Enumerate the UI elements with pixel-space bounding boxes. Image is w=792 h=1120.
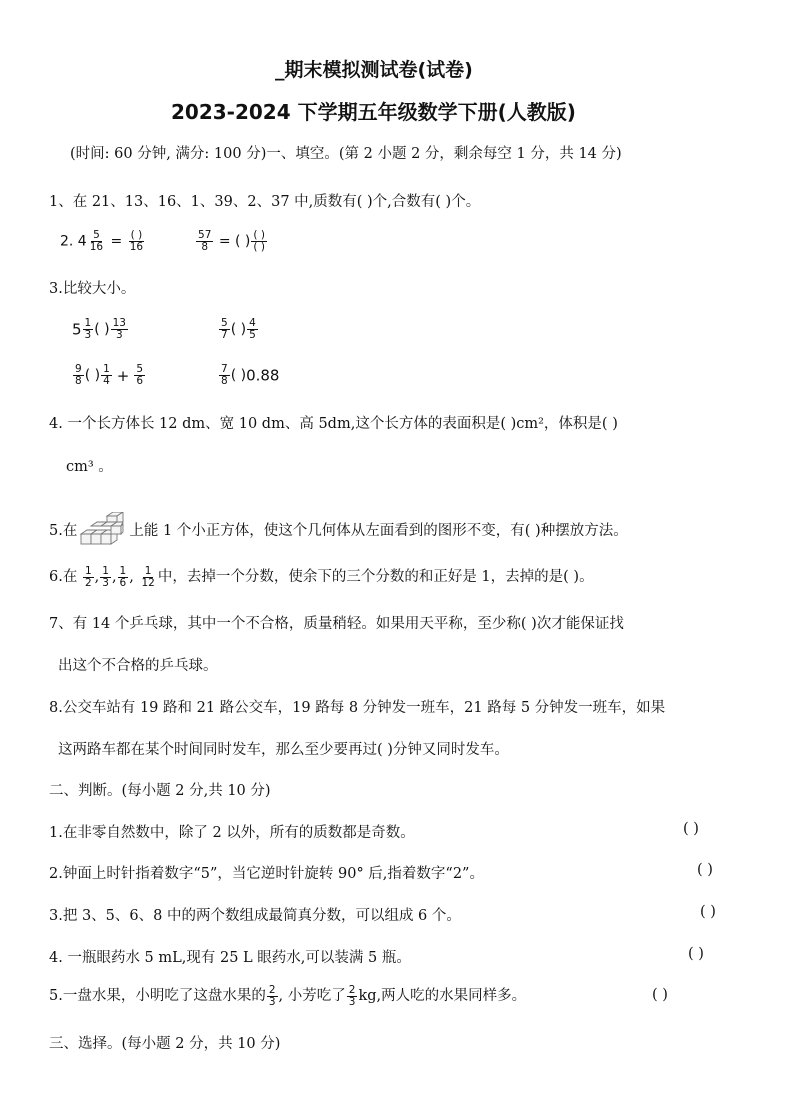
q3c-blank: ( ) [84,367,101,384]
question-4-line2: cm³ 。 [66,459,113,475]
judge-mark-2[interactable]: ( ) [697,862,713,878]
page-title: _期末模拟测试卷(试卷) [275,59,473,81]
time-info: (时间: 60 分钟, 满分: 100 分)一、填空。(第 2 小题 2 分，剩余每空 1 分，共 14 分) [70,146,622,162]
section-3-heading: 三、选择。(每小题 2 分，共 10 分) [49,1036,281,1052]
question-1: 1、在 21、13、16、1、39、2、37 中,质数有( )个,合数有( )个。 [49,194,481,210]
judge-item-5: 5.一盘水果，小明吃了这盘水果的 $\frac{2}{3}$ , 小芳吃了 $\frac{2}{3}$ kg,两人吃的水果同样多。 [49,983,527,1008]
question-8-line1: 8.公交车站有 19 路和 21 路公交车，19 路每 8 分钟发一班车，21 路每 5 分钟发一班车，如果 [49,700,666,716]
question-6: 6.在 $\frac{1}{2}$ , $\frac{1}{3}$ , $\frac{1}{6}$ , $\frac{1}{12}$ 中，去掉一个分数，使余下的三个分数的和正好是 1，去掉的是( )。 [49,564,594,589]
section-2-heading: 二、判断。(每小题 2 分,共 10 分) [49,783,271,799]
question-3b: $\frac{5}{7}$ ( ) $\frac{4}{5}$ [221,317,256,341]
judge-mark-5[interactable]: ( ) [652,987,668,1003]
question-4-line1: 4. 一个长方体长 12 dm、宽 10 dm、高 5dm,这个长方体的表面积是( )cm²，体积是( ) [49,416,618,432]
q2-prefix: 2. 4 [60,233,87,250]
q2-equals-blank: = ( ) [218,233,251,250]
cube-figure-icon [77,512,129,550]
question-3d: $\frac{7}{8}$ ( )0.88 [221,363,280,387]
judge-item-3: 3.把 3、5、6、8 中的两个数组成最简真分数，可以组成 6 个。 [49,908,461,924]
q2-fraction-3: $\frac{57}{8}$ [198,229,212,253]
question-2 [60,230,268,253]
q2-fraction-4: $\frac{( )}{( )}$ [253,229,265,253]
question-8-line2: 这两路车都在某个时间同时发车，那么至少要再过( )分钟又同时发车。 [58,742,509,758]
judge-mark-1[interactable]: ( ) [683,821,699,837]
question-7-line1: 7、有 14 个乒乓球，其中一个不合格，质量稍轻。如果用天平称，至少称( )次才能保证找 [49,616,624,632]
question-3a: 5 $\frac{1}{3}$ ( ) $\frac{13}{3}$ [72,317,126,341]
question-5 [49,512,628,550]
q3d-blank: ( ) [230,367,247,384]
q2-fraction-1: $\frac{5}{16}$ [89,229,104,253]
q3a-blank: ( ) [94,321,110,338]
q3b-blank: ( ) [230,321,247,338]
judge-mark-4[interactable]: ( ) [688,946,704,962]
judge-item-2: 2.钟面上时针指着数字“5”，当它逆时针旋转 90° 后,指着数字“2”。 [49,866,484,882]
judge-item-1: 1.在非零自然数中，除了 2 以外，所有的质数都是奇数。 [49,825,415,841]
q5-prefix: 5.在 [49,523,78,539]
page-subtitle: 2023-2024 下学期五年级数学下册(人教版) [171,100,576,124]
question-7-line2: 出这个不合格的乒乓球。 [58,658,218,674]
judge-mark-3[interactable]: ( ) [700,904,716,920]
question-3-label: 3.比较大小。 [49,281,136,297]
q2-equals: = [110,233,123,250]
q2-fraction-2: $\frac{( )}{16}$ [129,229,144,253]
question-3c: $\frac{9}{8}$ ( ) $\frac{1}{4}$ + $\frac{5}{6}$ [75,363,144,387]
q5-text: 上能 1 个小正方体，使这个几何体从左面看到的图形不变，有( )种摆放方法。 [129,523,628,539]
judge-item-4: 4. 一瓶眼药水 5 mL,现有 25 L 眼药水,可以装满 5 瓶。 [49,950,411,966]
